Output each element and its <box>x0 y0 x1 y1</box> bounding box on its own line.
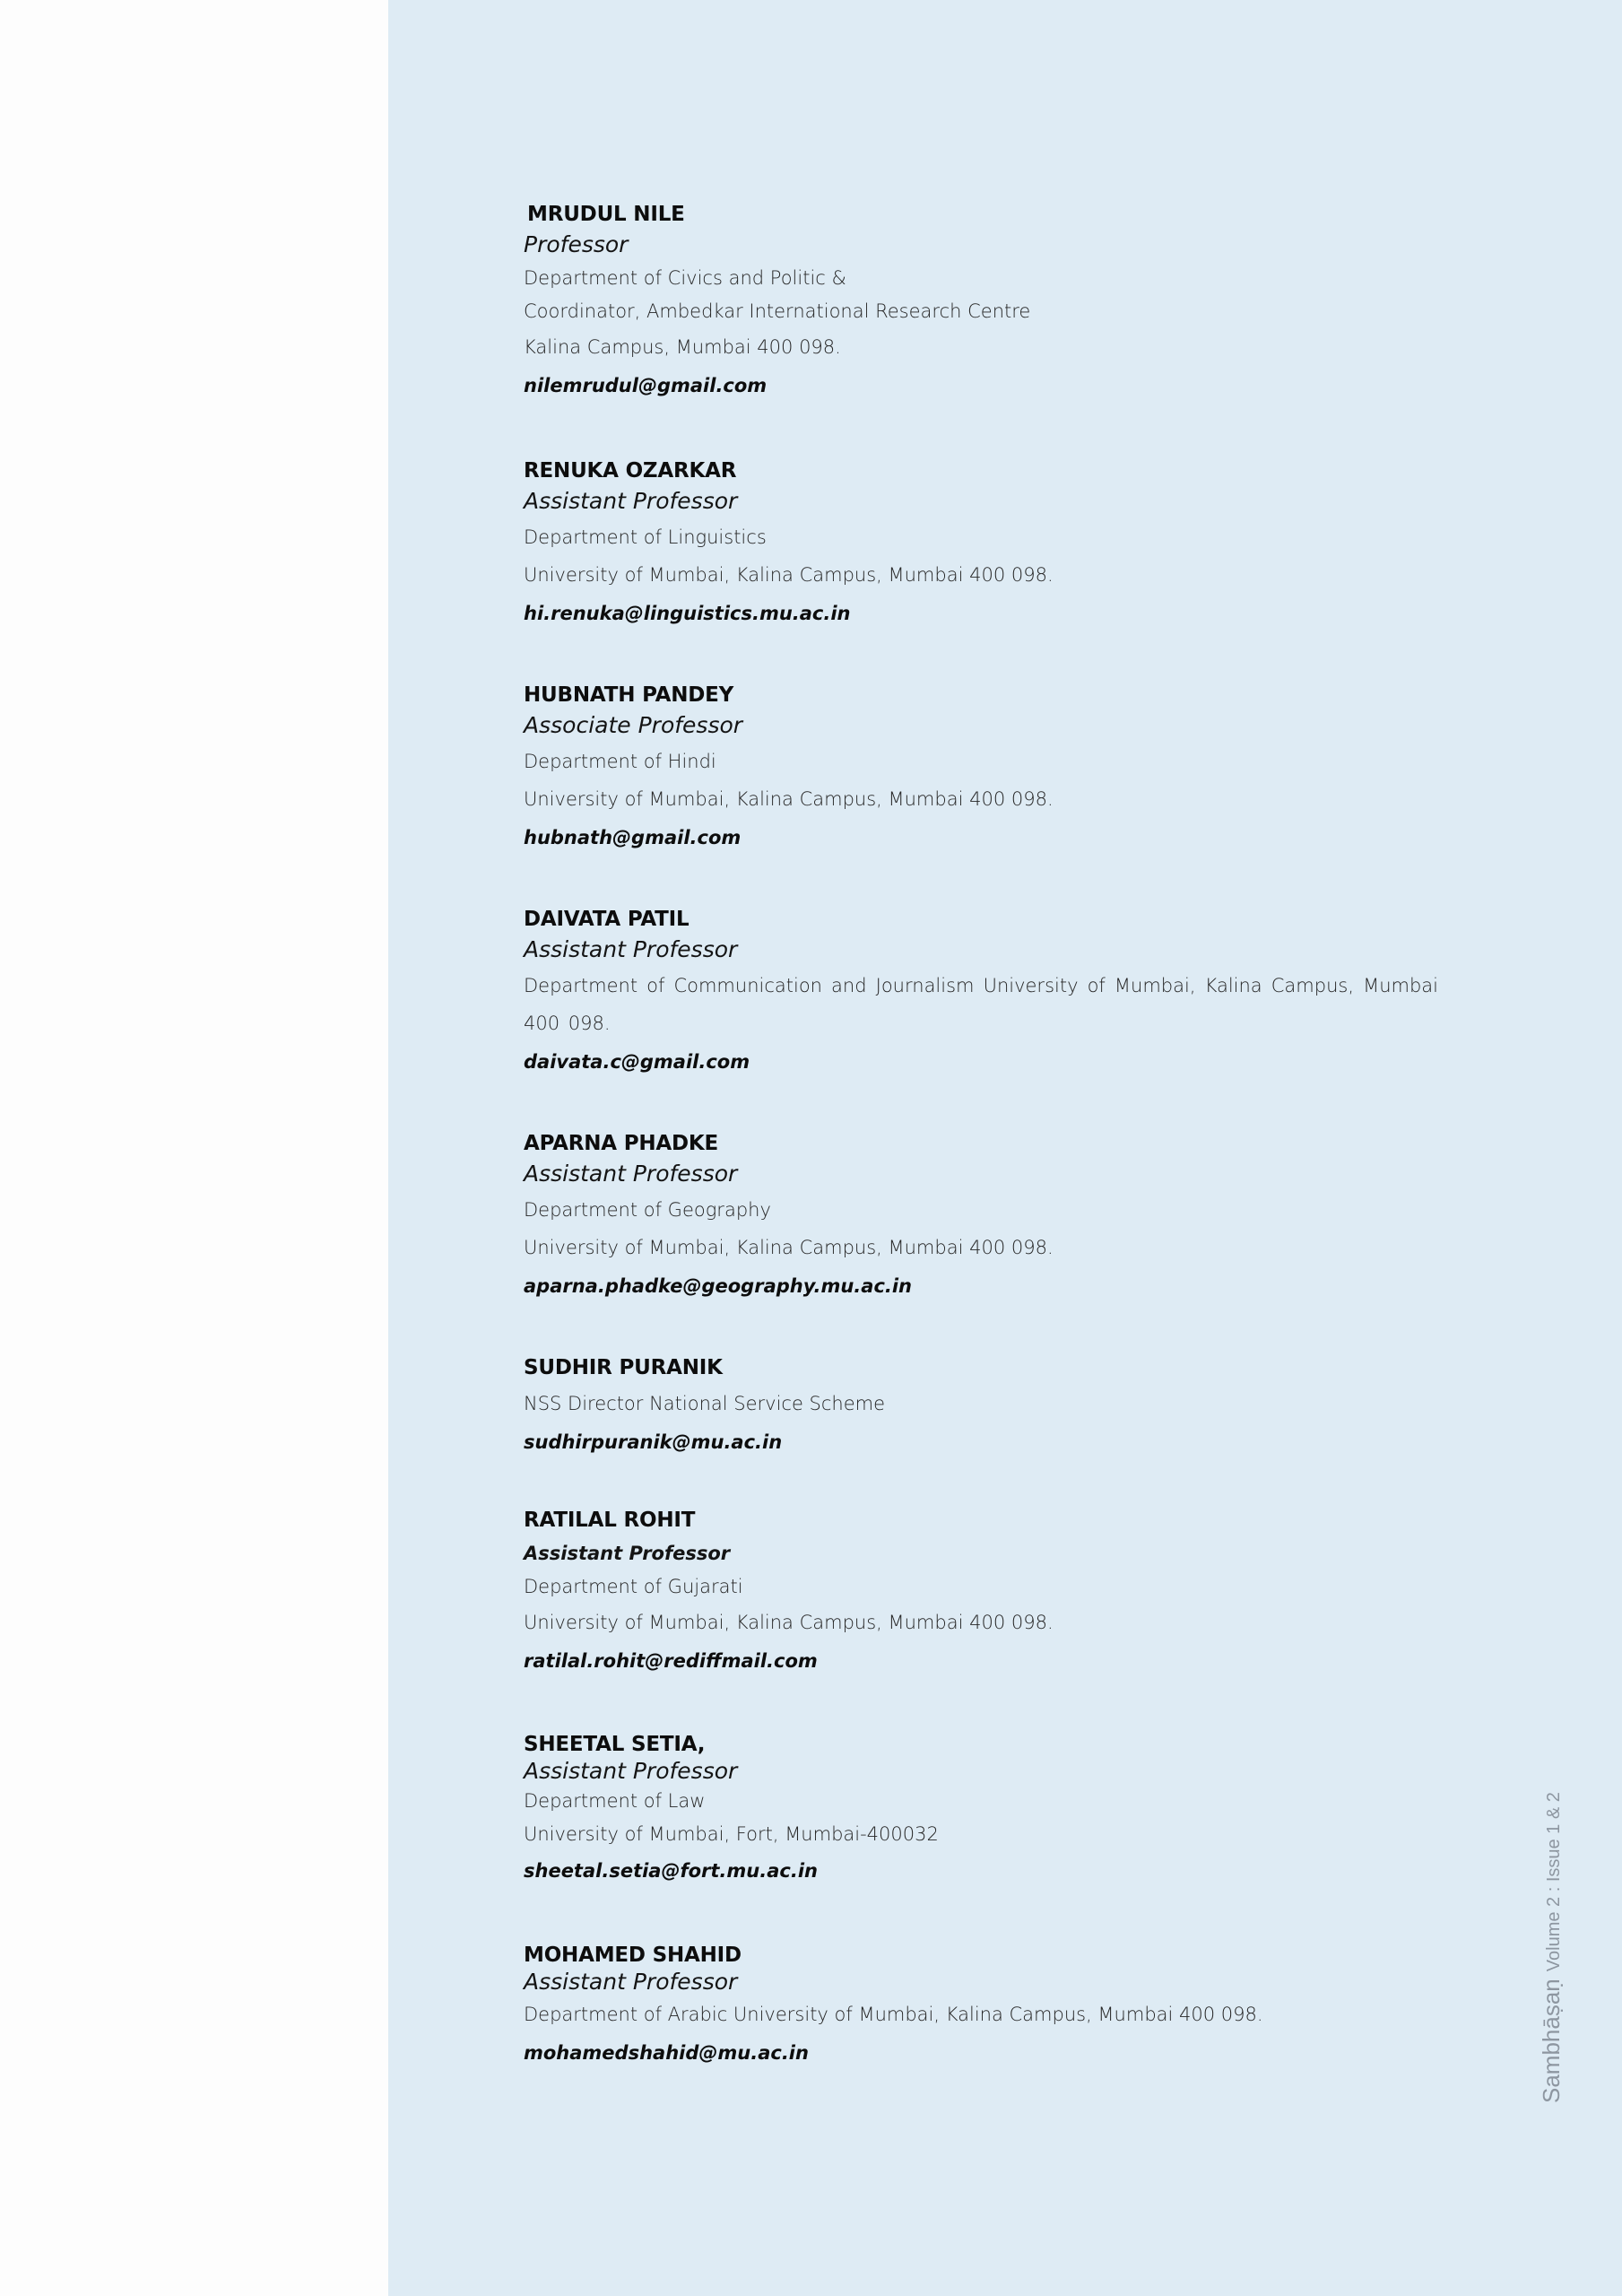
contributor-address: University of Mumbai, Kalina Campus, Mumbai 400 098. <box>524 1237 1054 1258</box>
contributor-department: Department of Gujarati <box>524 1576 743 1597</box>
contributor-coordinator-line: Coordinator, Ambedkar International Research Centre <box>524 300 1031 322</box>
contributor-role: Assistant Professor <box>524 488 738 514</box>
contributor-name: SUDHIR PURANIK <box>524 1356 723 1379</box>
contributor-name: MOHAMED SHAHID <box>524 1944 742 1967</box>
contributor-entry-sheetal-setia <box>524 1731 1438 1891</box>
contributor-role: Assistant Professor <box>524 1161 738 1187</box>
contributor-entry-aparna-phadke <box>524 1130 1438 1306</box>
contributor-department: Department of Law <box>524 1790 706 1812</box>
contributor-name: DAIVATA PATIL <box>524 908 690 931</box>
contributor-name: RATILAL ROHIT <box>524 1509 696 1532</box>
contributor-role: Assistant Professor <box>524 1969 738 1995</box>
contributor-email[interactable]: hi.renuka@linguistics.mu.ac.in <box>524 603 851 624</box>
contributor-department-address: Department of Communication and Journalism University of Mumbai, Kalina Campus, Mumbai 400 098. <box>524 975 1438 1034</box>
contributor-email[interactable]: ratilal.rohit@rediffmail.com <box>524 1650 818 1672</box>
contributor-name: MRUDUL NILE <box>527 203 685 226</box>
journal-issue: Volume 2 : Issue 1 & 2 <box>1544 1792 1564 1972</box>
contributor-position: NSS Director National Service Scheme <box>524 1393 886 1414</box>
contributor-role: Professor <box>524 231 629 257</box>
contributor-email[interactable]: mohamedshahid@mu.ac.in <box>524 2042 809 2064</box>
contributor-department: Department of Hindi <box>524 751 716 772</box>
contributor-entry-hubnath-pandey <box>524 682 1438 857</box>
contributor-department: Department of Geography <box>524 1199 771 1221</box>
contributor-address: Kalina Campus, Mumbai 400 098. <box>524 336 841 358</box>
contributor-entry-mrudul-nile <box>524 201 1438 405</box>
contributor-email[interactable]: sudhirpuranik@mu.ac.in <box>524 1431 783 1453</box>
contributor-email[interactable]: aparna.phadke@geography.mu.ac.in <box>524 1275 913 1297</box>
contributor-name: HUBNATH PANDEY <box>524 683 734 707</box>
contributor-entry-sudhir-puranik <box>524 1354 1438 1462</box>
contributor-email[interactable]: sheetal.setia@fort.mu.ac.in <box>524 1860 818 1882</box>
contributor-role: Associate Professor <box>524 712 743 738</box>
contributor-address: University of Mumbai, Kalina Campus, Mumbai 400 098. <box>524 788 1054 810</box>
contributor-address: University of Mumbai, Fort, Mumbai-400032 <box>524 1823 939 1845</box>
journal-name: Sambhāṣaṇ <box>1538 1979 1565 2103</box>
contributor-email[interactable]: nilemrudul@gmail.com <box>524 375 768 396</box>
contributor-department: Department of Civics and Politic & <box>524 267 846 289</box>
contributor-entry-daivata-patil <box>524 906 1438 1082</box>
contributor-email[interactable]: daivata.c@gmail.com <box>524 1051 750 1073</box>
contributor-entry-ratilal-rohit <box>524 1507 1438 1681</box>
contributor-name: SHEETAL SETIA, <box>524 1733 706 1756</box>
contributor-department-address: Department of Arabic University of Mumbai, Kalina Campus, Mumbai 400 098. <box>524 2004 1263 2025</box>
contributor-address: University of Mumbai, Kalina Campus, Mumbai 400 098. <box>524 1612 1054 1633</box>
contributor-email[interactable]: hubnath@gmail.com <box>524 827 742 848</box>
contributor-department: Department of Linguistics <box>524 526 767 548</box>
contributor-role: Assistant Professor <box>524 1758 738 1784</box>
contributor-role: Assistant Professor <box>524 1543 731 1564</box>
contributor-entry-mohamed-shahid <box>524 1942 1438 2073</box>
contributor-role: Assistant Professor <box>524 936 738 962</box>
journal-running-label <box>1538 1792 1566 2103</box>
contributor-name: APARNA PHADKE <box>524 1132 719 1155</box>
contributor-address: University of Mumbai, Kalina Campus, Mumbai 400 098. <box>524 564 1054 586</box>
contributor-entry-renuka-ozarkar <box>524 457 1438 633</box>
contributor-name: RENUKA OZARKAR <box>524 459 737 483</box>
